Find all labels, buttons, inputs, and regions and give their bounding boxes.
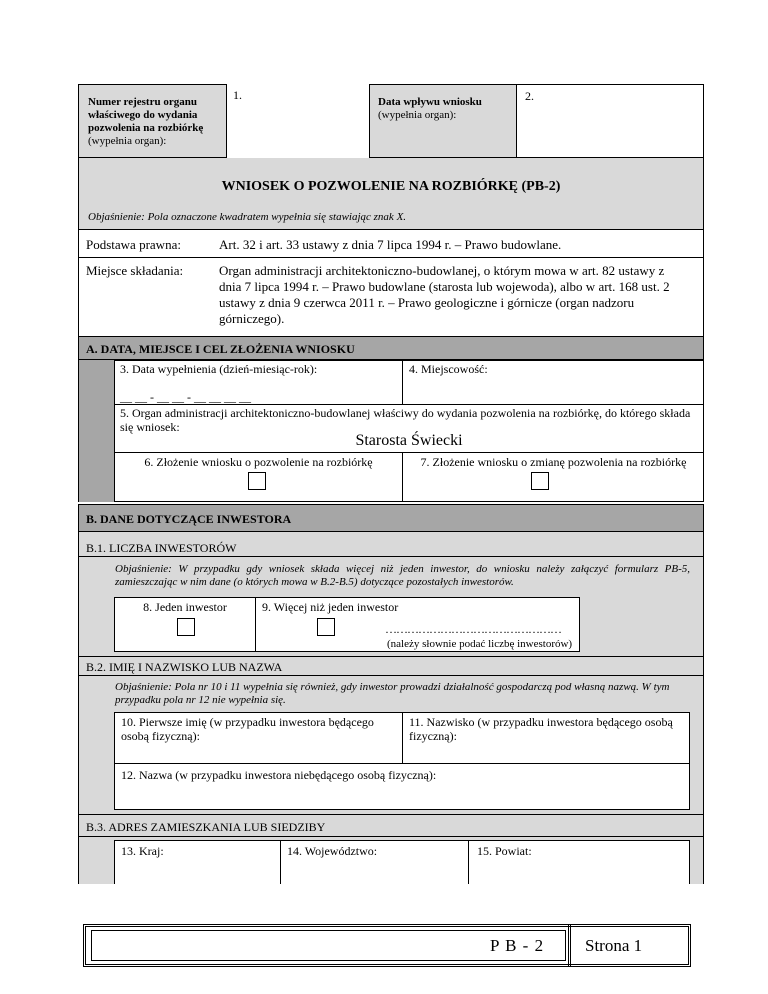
field-3-value: __ __ - __ __ - __ __ __ __ [120,390,251,404]
field-11-label: 11. Nazwisko (w przypadku inwestora będącego osobą fizyczną): [409,715,673,743]
form-explanation: Objaśnienie: Pola oznaczone kwadratem wypełnia się stawiając znak X. [88,211,407,223]
place-text: Organ administracji architektoniczno-budowlanej, o którym mowa w art. 82 ustawy z dnia 7 lipca 1994 r. – Prawo budowlane (starosta lub wojewoda), albo w art. 168 ust. 2 ustawy z dnia 9 czerwca 2011 r. – Prawo geologiczne i górnicze (organ nadzoru górniczego). [219,263,670,326]
b1-note: Objaśnienie: W przypadku gdy wniosek składa więcej niż jeden inwestor, do wniosku należy załączyć formularz PB-5, zamieszczając w nim dane (o których mowa w B.2-B.5) dotyczące pozostałych inwestorów. [115,563,690,588]
footer-page: Strona 1 [585,936,643,955]
registry-label-text: Numer rejestru organu właściwego do wydania pozwolenia na rozbiórkę [88,96,204,134]
b3-title: B.3. ADRES ZAMIESZKANIA LUB SIEDZIBY [86,820,326,834]
field-6-permit [114,453,403,502]
field-2[interactable] [516,84,704,158]
divider-legal [78,257,704,258]
field-13-label: 13. Kraj: [121,844,164,858]
divider-b1 [78,556,704,557]
field-10-label: 10. Pierwsze imię (w przypadku inwestora będącego osobą fizyczną): [121,715,374,743]
field-3-date[interactable] [114,360,403,404]
registry-number-label [88,96,226,148]
divider-b2-top [78,656,704,657]
field-1-label: 1. [233,88,242,102]
field-8-one-investor [114,597,256,652]
section-b-title: B. DANE DOTYCZĄCE INWESTORA [86,512,292,526]
divider-b3 [78,836,704,837]
date-received-note: (wypełnia organ): [378,109,457,121]
field-9-hint: (należy słownie podać liczbę inwestorów) [387,638,573,650]
basis-label: Podstawa prawna: [86,237,181,252]
field-5-value: Starosta Świecki [355,432,463,449]
field-6-label: 6. Złożenie wniosku o pozwolenie na rozbiórkę [144,455,373,469]
field-12-name[interactable] [114,763,690,810]
date-received-text: Data wpływu wniosku [378,96,482,108]
b2-note: Objaśnienie: Pola nr 10 i 11 wypełnia się również, gdy inwestor prowadzi działalność gospodarczą pod własną nazwą. W tym przypadku pola nr 12 nie wypełnia się. [115,681,670,706]
registry-note-text: (wypełnia organ): [88,135,167,147]
field-7-change [403,453,704,502]
footer-sep [568,924,574,967]
field-9-label: 9. Więcej niż jeden inwestor [262,600,399,614]
field-7-label: 7. Złożenie wniosku o zmianę pozwolenia na rozbiórkę [420,455,687,469]
form-title: WNIOSEK O POZWOLENIE NA ROZBIÓRKĘ (PB-2) [221,179,561,194]
field-4-label: 4. Miejscowość: [409,362,488,376]
b2-title: B.2. IMIĘ I NAZWISKO LUB NAZWA [86,660,283,674]
field-12-label: 12. Nazwa (w przypadku inwestora niebędącego osobą fizyczną): [121,768,437,782]
field-3-label: 3. Data wypełnienia (dzień-miesiąc-rok): [120,362,318,376]
field-5-authority[interactable] [114,405,704,452]
field-2-label: 2. [525,89,534,103]
field-9-count-input[interactable]: ………………………………………… [385,622,561,636]
section-a-sidebar [78,360,114,502]
field-8-label: 8. Jeden inwestor [143,600,227,614]
field-5-label: 5. Organ administracji architektoniczno-budowlanej właściwy do wydania pozwolenia na rozbiórkę, do którego składa się wniosek: [120,406,691,434]
field-7-checkbox[interactable] [531,472,549,490]
field-15-county[interactable] [468,840,690,884]
field-13-country[interactable] [114,840,281,884]
field-14-label: 14. Województwo: [287,844,378,858]
b1-title: B.1. LICZBA INWESTORÓW [86,541,237,555]
date-received-label [378,96,513,122]
field-1[interactable] [226,84,370,158]
field-11-last-name[interactable] [402,712,690,764]
field-8-checkbox[interactable] [177,618,195,636]
field-14-voivodeship[interactable] [280,840,469,884]
footer-code: P B - 2 [490,936,545,955]
section-a-title: A. DATA, MIEJSCE I CEL ZŁOŻENIA WNIOSKU [86,342,355,356]
basis-text: Art. 32 i art. 33 ustawy z dnia 7 lipca 1994 r. – Prawo budowlane. [219,237,562,252]
field-4-place[interactable] [403,360,704,404]
field-15-label: 15. Powiat: [477,844,532,858]
field-6-checkbox[interactable] [248,472,266,490]
field-9-checkbox[interactable] [317,618,335,636]
field-10-first-name[interactable] [114,712,403,764]
divider-b2 [78,675,704,676]
divider-b3-top [78,814,704,815]
field-9-many-investors [255,597,580,652]
place-label: Miejsce składania: [86,263,184,278]
